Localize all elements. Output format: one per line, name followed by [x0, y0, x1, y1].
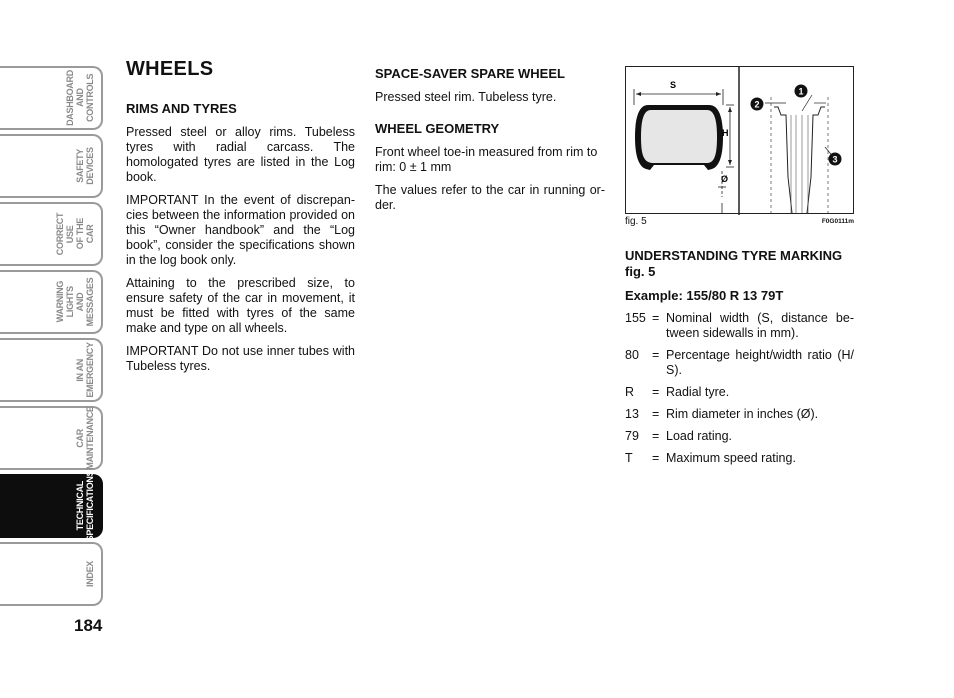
- marking-equals: =: [652, 407, 660, 421]
- marking-code: 79: [625, 429, 639, 443]
- label-diameter: Ø: [721, 174, 729, 184]
- list-item: [625, 451, 854, 466]
- tab-index[interactable]: [0, 542, 103, 606]
- marking-code: R: [625, 385, 635, 399]
- tab-car-maintenance[interactable]: [0, 406, 103, 470]
- column-spare-geometry: [375, 66, 605, 221]
- tab-label: CORRECT USE OF THE CAR: [55, 212, 95, 256]
- rims-important-paragraph: IMPORTANT In the event of discrepan-cies between the information provided on this “Owner handbook” and the “Log book”, consider the specifications shown in the log book only.: [126, 193, 355, 267]
- tab-safety-devices[interactable]: [0, 134, 103, 198]
- callout-2-label: 2: [754, 99, 760, 110]
- marking-description: Radial tyre.: [666, 385, 730, 399]
- page-number: 184: [74, 616, 103, 635]
- marking-equals: =: [652, 348, 660, 362]
- tyre-marking-heading: UNDERSTANDING TYRE MARKING fig. 5: [625, 248, 843, 279]
- tyre-diagram: [626, 67, 855, 215]
- list-item: [625, 311, 854, 341]
- column-rims: [126, 58, 355, 382]
- spare-paragraph: Pressed steel rim. Tubeless tyre.: [375, 90, 557, 104]
- label-h: H: [722, 128, 729, 138]
- marking-equals: =: [652, 385, 660, 399]
- marking-code: 80: [625, 348, 639, 362]
- tab-label: DASHBOARD AND CONTROLS: [65, 70, 95, 126]
- marking-description: Nominal width (S, distance be-tween sidewalls in mm).: [666, 311, 854, 340]
- page-title: WHEELS: [126, 58, 214, 80]
- rims-heading: RIMS AND TYRES: [126, 101, 237, 116]
- spare-heading: SPACE-SAVER SPARE WHEEL: [375, 66, 565, 81]
- geometry-paragraph: Front wheel toe-in measured from rim to rim: 0 ± 1 mm: [375, 145, 598, 174]
- rims-paragraph: Pressed steel or alloy rims. Tubeless tyres with radial carcass. The homologated tyres are listed in the Log book.: [126, 125, 355, 184]
- tab-dashboard-and-controls[interactable]: [0, 66, 103, 130]
- list-item: [625, 348, 854, 378]
- marking-equals: =: [652, 311, 660, 325]
- tab-label: INDEX: [85, 560, 95, 588]
- figure-code: F0G0111m: [821, 218, 854, 225]
- marking-code: T: [625, 451, 633, 465]
- tab-technical-specifications[interactable]: [0, 470, 103, 542]
- list-item: [625, 407, 854, 422]
- marking-description: Percentage height/width ratio (H/ S).: [666, 348, 854, 377]
- marking-description: Maximum speed rating.: [666, 451, 796, 465]
- geometry-paragraph: The values refer to the car in running or-der.: [375, 183, 605, 212]
- marking-description: Load rating.: [666, 429, 733, 443]
- column-tyre-marking: [625, 66, 854, 473]
- marking-code: 13: [625, 407, 639, 421]
- marking-description: Rim diameter in inches (Ø).: [666, 407, 819, 421]
- marking-code: 155: [625, 311, 646, 325]
- tyre-marking-example: Example: 155/80 R 13 79T: [625, 288, 784, 303]
- tyre-marking-list: [625, 311, 854, 466]
- tab-in-an-emergency[interactable]: [0, 338, 103, 402]
- figure-number: fig. 5: [625, 216, 647, 227]
- tab-label: TECHNICAL SPECIFICATIONS: [75, 470, 95, 542]
- tab-label: WARNING LIGHTS AND MESSAGES: [55, 277, 95, 327]
- marking-equals: =: [652, 429, 660, 443]
- label-s: S: [670, 80, 677, 90]
- tyre-figure: [625, 66, 854, 214]
- list-item: [625, 429, 854, 444]
- tab-warning-lights[interactable]: [0, 270, 103, 334]
- tab-correct-use[interactable]: [0, 202, 103, 266]
- geometry-heading: WHEEL GEOMETRY: [375, 121, 500, 136]
- rims-important-paragraph: IMPORTANT Do not use inner tubes with Tubeless tyres.: [126, 344, 355, 373]
- marking-equals: =: [652, 451, 660, 465]
- tab-label: SAFETY DEVICES: [75, 147, 95, 185]
- rims-paragraph: Attaining to the prescribed size, to ensure safety of the car in movement, it must be fitted with tyres of the same make and type on all wheels.: [126, 276, 355, 335]
- callout-1-label: 1: [798, 86, 804, 97]
- figure-caption: [625, 214, 854, 230]
- tab-label: IN AN EMERGENCY: [75, 342, 95, 398]
- list-item: [625, 385, 854, 400]
- callout-3-label: 3: [832, 154, 838, 165]
- tab-label: CAR MAINTENANCE: [75, 406, 95, 470]
